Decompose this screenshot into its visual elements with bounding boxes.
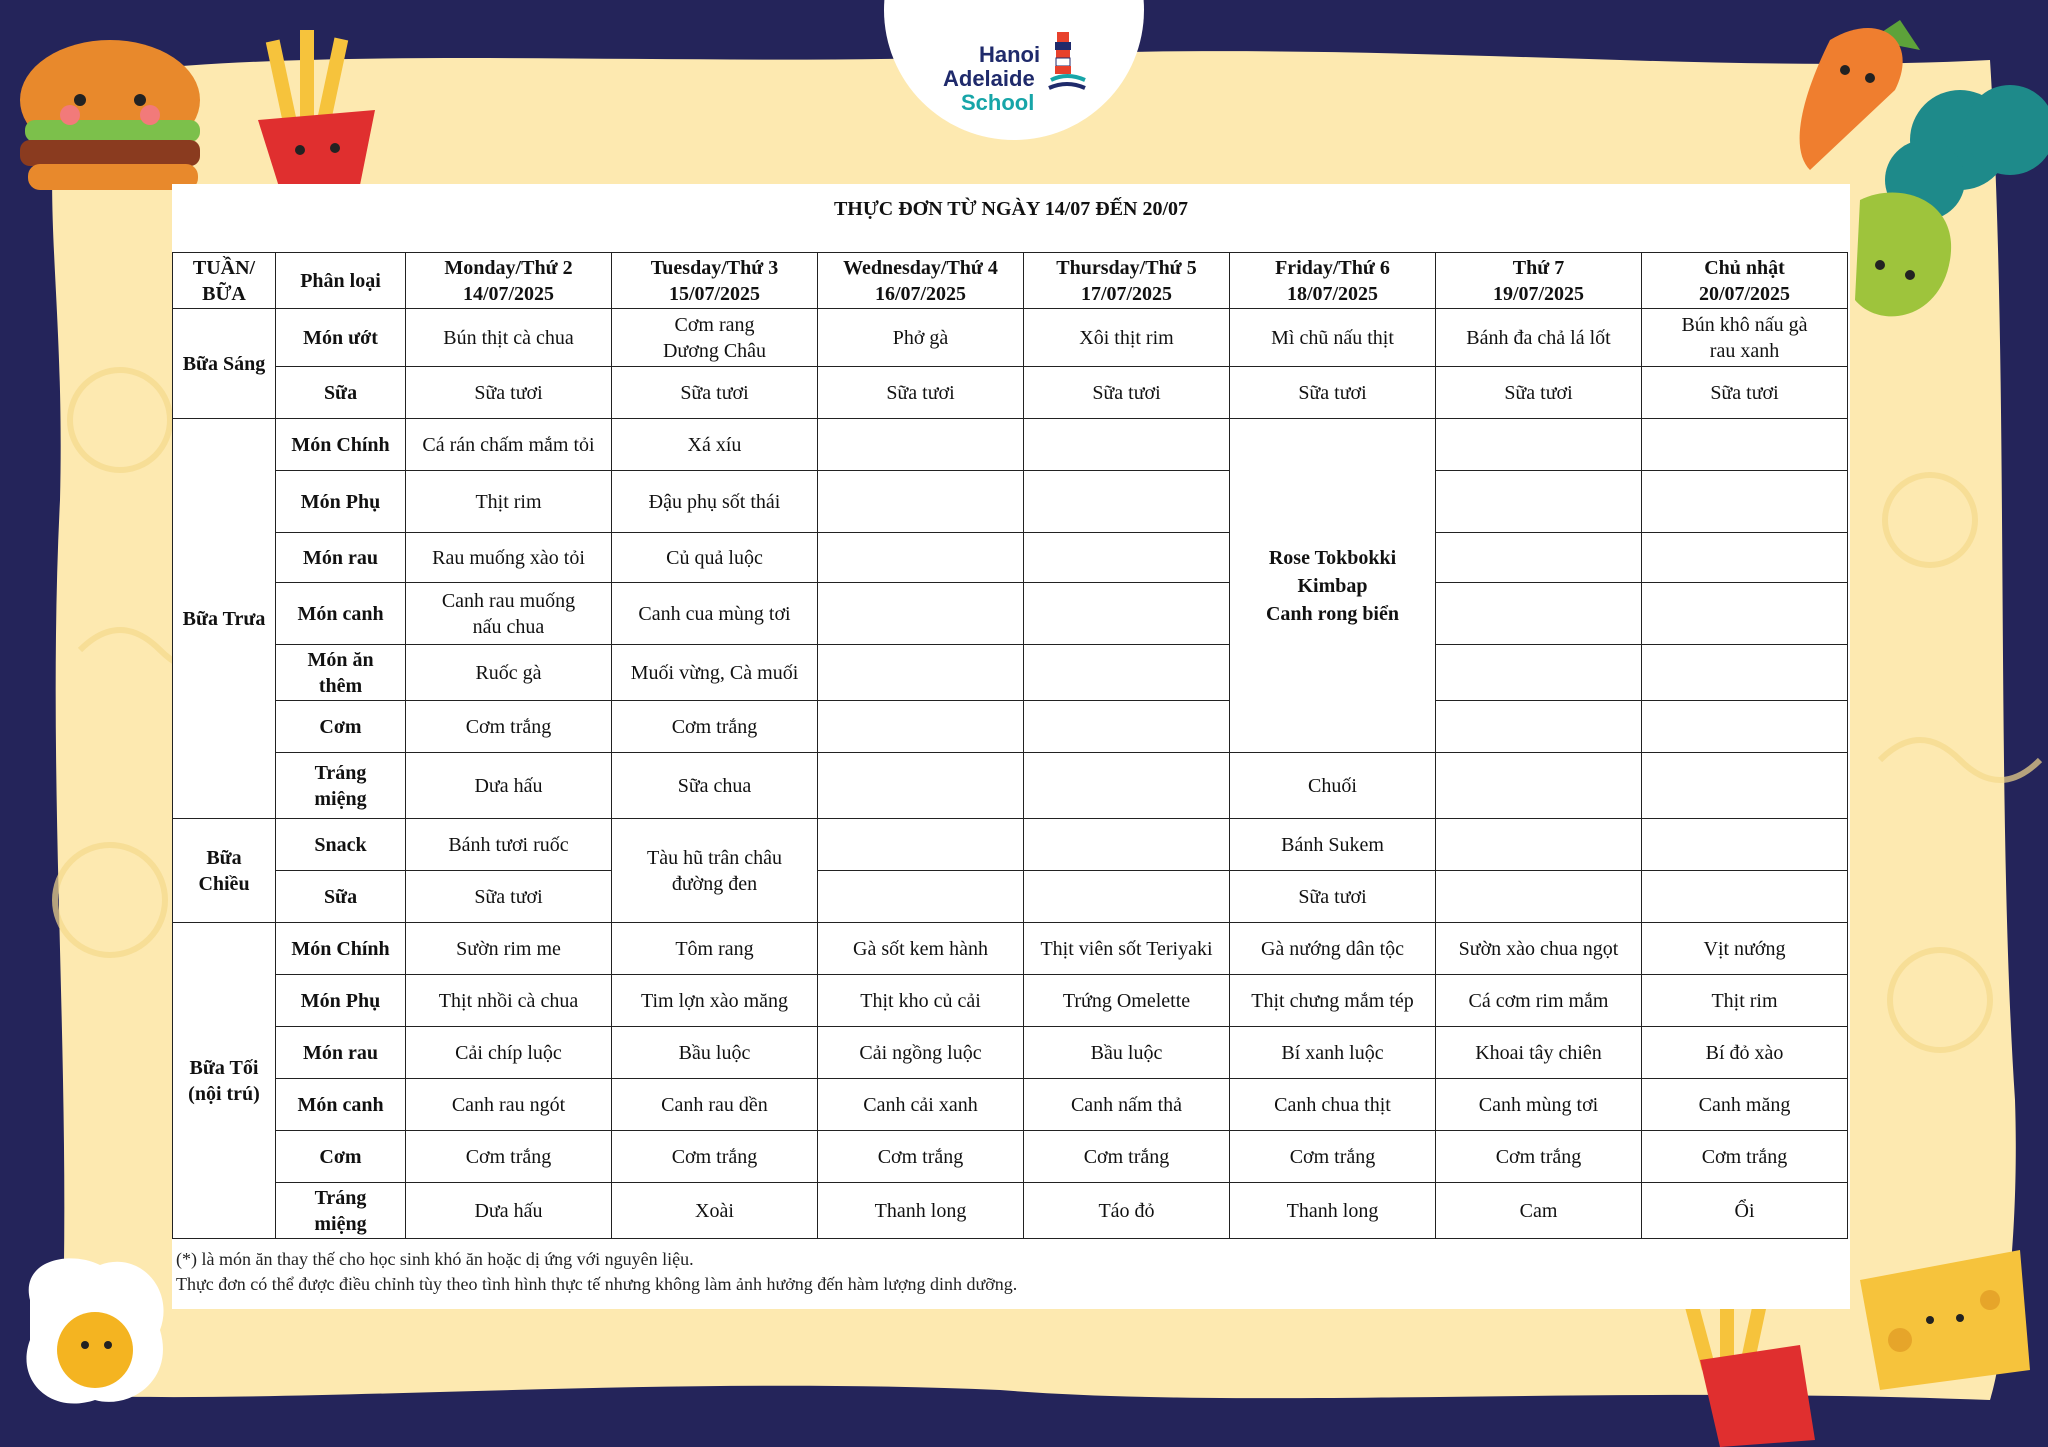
dish-cell-wed: Phở gà bbox=[818, 309, 1024, 367]
dish-cell-thu: Xôi thịt rim bbox=[1024, 309, 1230, 367]
meal-label-breakfast: Bữa Sáng bbox=[173, 309, 276, 419]
dish-cell-wed bbox=[818, 871, 1024, 923]
dish-line: Dương Châu bbox=[662, 339, 767, 362]
dish-cell-tue: Bầu luộc bbox=[612, 1027, 818, 1079]
dish-cell-fri: Canh chua thịt bbox=[1230, 1079, 1436, 1131]
dish-cell-mon: Canh rau ngót bbox=[406, 1079, 612, 1131]
breakfast-row bbox=[173, 309, 1848, 367]
dinner-row bbox=[173, 1183, 1848, 1239]
afternoon-row bbox=[173, 871, 1848, 923]
dish-cell-mon: Dưa hấu bbox=[406, 753, 612, 819]
header-day-sun: Chủ nhật 20/07/2025 bbox=[1642, 253, 1848, 309]
dish-cell-mon: Cơm trắng bbox=[406, 701, 612, 753]
dish-cell-wed bbox=[818, 819, 1024, 871]
dish-cell-sat bbox=[1436, 419, 1642, 471]
dish-cell-fri: Bí xanh luộc bbox=[1230, 1027, 1436, 1079]
dish-cell-tue bbox=[612, 309, 818, 367]
category-label bbox=[276, 1183, 406, 1239]
dish-cell-wed: Thịt kho củ cải bbox=[818, 975, 1024, 1027]
category-label: Món rau bbox=[276, 533, 406, 583]
category-label bbox=[276, 753, 406, 819]
dish-cell-wed bbox=[818, 701, 1024, 753]
dish-cell-sun bbox=[1642, 309, 1848, 367]
dish-cell-thu bbox=[1024, 871, 1230, 923]
category-label: Món Chính bbox=[276, 419, 406, 471]
header-day-fri: Friday/Thứ 6 18/07/2025 bbox=[1230, 253, 1436, 309]
dish-cell-thu bbox=[1024, 471, 1230, 533]
dish-cell-thu bbox=[1024, 533, 1230, 583]
dish-cell-tue: Sữa tươi bbox=[612, 367, 818, 419]
lighthouse-icon bbox=[1047, 28, 1087, 100]
meal-label-lunch: Bữa Trưa bbox=[173, 419, 276, 819]
dish-cell-fri: Bánh Sukem bbox=[1230, 819, 1436, 871]
dish-cell-mon: Cơm trắng bbox=[406, 1131, 612, 1183]
meal-label-dinner bbox=[173, 923, 276, 1239]
dish-cell-thu bbox=[1024, 419, 1230, 471]
dish-line: Canh rau muống bbox=[441, 589, 576, 612]
category-label: Cơm bbox=[276, 701, 406, 753]
dish-cell-mon: Ruốc gà bbox=[406, 645, 612, 701]
dish-cell-sat bbox=[1436, 701, 1642, 753]
dish-line: đường đen bbox=[671, 872, 758, 895]
school-name-line1: Hanoi bbox=[979, 42, 1041, 67]
lunch-row bbox=[173, 701, 1848, 753]
menu-sheet bbox=[172, 184, 1850, 1309]
dish-cell-thu: Sữa tươi bbox=[1024, 367, 1230, 419]
category-label: Cơm bbox=[276, 1131, 406, 1183]
dish-cell-thu: Bầu luộc bbox=[1024, 1027, 1230, 1079]
dinner-row bbox=[173, 975, 1848, 1027]
category-line: miệng bbox=[314, 787, 367, 810]
dish-cell-sun: Vịt nướng bbox=[1642, 923, 1848, 975]
lunch-row bbox=[173, 753, 1848, 819]
dish-cell-thu: Cơm trắng bbox=[1024, 1131, 1230, 1183]
dish-cell-tue: Tôm rang bbox=[612, 923, 818, 975]
dish-cell-sun bbox=[1642, 701, 1848, 753]
footnote-1: (*) là món ăn thay thế cho học sinh khó ăn hoặc dị ứng với nguyên liệu. bbox=[176, 1249, 694, 1269]
dish-cell-sat bbox=[1436, 583, 1642, 645]
dish-cell-mon: Dưa hấu bbox=[406, 1183, 612, 1239]
dish-cell-fri: Mì chũ nấu thịt bbox=[1230, 309, 1436, 367]
category-label: Sữa bbox=[276, 871, 406, 923]
dish-cell-thu bbox=[1024, 753, 1230, 819]
dish-cell-fri: Gà nướng dân tộc bbox=[1230, 923, 1436, 975]
dinner-row bbox=[173, 1027, 1848, 1079]
header-row bbox=[173, 253, 1848, 309]
dish-cell-fri: Sữa tươi bbox=[1230, 871, 1436, 923]
dish-cell-sun: Ổi bbox=[1642, 1183, 1848, 1239]
dinner-row bbox=[173, 1131, 1848, 1183]
header-day-sat: Thứ 7 19/07/2025 bbox=[1436, 253, 1642, 309]
dish-cell-wed bbox=[818, 471, 1024, 533]
lunch-row bbox=[173, 645, 1848, 701]
dish-cell-sun bbox=[1642, 819, 1848, 871]
dish-cell-sun bbox=[1642, 753, 1848, 819]
dish-cell-sat: Cơm trắng bbox=[1436, 1131, 1642, 1183]
header-category: Phân loại bbox=[276, 253, 406, 309]
dish-cell-thu: Canh nấm thả bbox=[1024, 1079, 1230, 1131]
dish-cell-sat: Cá cơm rim mắm bbox=[1436, 975, 1642, 1027]
dish-cell-wed: Sữa tươi bbox=[818, 367, 1024, 419]
dish-cell-sun: Bí đỏ xào bbox=[1642, 1027, 1848, 1079]
category-label: Món canh bbox=[276, 583, 406, 645]
dish-cell-tue: Củ quả luộc bbox=[612, 533, 818, 583]
category-label: Sữa bbox=[276, 367, 406, 419]
dish-cell-tue: Cơm trắng bbox=[612, 701, 818, 753]
afternoon-row bbox=[173, 819, 1848, 871]
dish-cell-wed: Cơm trắng bbox=[818, 1131, 1024, 1183]
meal-line: (nội trú) bbox=[188, 1082, 260, 1105]
dish-cell-thu bbox=[1024, 583, 1230, 645]
dish-line: Tàu hũ trân châu bbox=[647, 846, 782, 869]
dish-cell-sat bbox=[1436, 753, 1642, 819]
dish-cell-tue: Xoài bbox=[612, 1183, 818, 1239]
dish-cell-sat: Sữa tươi bbox=[1436, 367, 1642, 419]
dish-cell-sun bbox=[1642, 871, 1848, 923]
category-line: thêm bbox=[318, 674, 363, 697]
school-name-line2: Adelaide bbox=[943, 66, 1035, 91]
dish-cell-fri: Cơm trắng bbox=[1230, 1131, 1436, 1183]
dish-cell-tue: Cơm trắng bbox=[612, 1131, 818, 1183]
meal-line: Bữa Tối bbox=[189, 1056, 259, 1079]
dish-cell-tue: Tim lợn xào măng bbox=[612, 975, 818, 1027]
category-label bbox=[276, 645, 406, 701]
footnote-2: Thực đơn có thể được điều chỉnh tùy theo tình hình thực tế nhưng không làm ảnh hưởng đến hàm lượng dinh dưỡng. bbox=[176, 1274, 1018, 1294]
breakfast-row bbox=[173, 367, 1848, 419]
dish-cell-fri: Sữa tươi bbox=[1230, 367, 1436, 419]
dish-cell-thu bbox=[1024, 819, 1230, 871]
dish-cell-sun bbox=[1642, 645, 1848, 701]
dish-cell-tue: Canh cua mùng tơi bbox=[612, 583, 818, 645]
dish-line: nấu chua bbox=[472, 615, 545, 638]
dish-cell-thu bbox=[1024, 645, 1230, 701]
dish-cell-sat: Khoai tây chiên bbox=[1436, 1027, 1642, 1079]
lunch-row bbox=[173, 583, 1848, 645]
lunch-row bbox=[173, 533, 1848, 583]
dish-cell-mon: Thịt nhồi cà chua bbox=[406, 975, 612, 1027]
category-label: Món canh bbox=[276, 1079, 406, 1131]
dish-cell-tue: Canh rau dền bbox=[612, 1079, 818, 1131]
dish-cell-thu: Táo đỏ bbox=[1024, 1183, 1230, 1239]
dish-cell-sun: Sữa tươi bbox=[1642, 367, 1848, 419]
header-day-wed: Wednesday/Thứ 4 16/07/2025 bbox=[818, 253, 1024, 309]
dish-cell-mon: Rau muống xào tỏi bbox=[406, 533, 612, 583]
dish-cell-sun bbox=[1642, 533, 1848, 583]
dish-cell-sat bbox=[1436, 819, 1642, 871]
category-label: Món ướt bbox=[276, 309, 406, 367]
dish-cell-mon: Cá rán chấm mắm tỏi bbox=[406, 419, 612, 471]
lunch-row bbox=[173, 471, 1848, 533]
dish-cell-sat: Bánh đa chả lá lốt bbox=[1436, 309, 1642, 367]
dish-cell-mon: Sữa tươi bbox=[406, 871, 612, 923]
dinner-row bbox=[173, 1079, 1848, 1131]
dish-cell-mon: Sữa tươi bbox=[406, 367, 612, 419]
dish-cell-fri: Chuối bbox=[1230, 753, 1436, 819]
dish-cell-fri: Thịt chưng mắm tép bbox=[1230, 975, 1436, 1027]
dish-cell-sat: Cam bbox=[1436, 1183, 1642, 1239]
dish-line: rau xanh bbox=[1709, 339, 1780, 362]
dish-cell-wed: Thanh long bbox=[818, 1183, 1024, 1239]
menu-table bbox=[172, 252, 1848, 1239]
meal-line: Chiều bbox=[198, 872, 250, 895]
header-day-tue: Tuesday/Thứ 3 15/07/2025 bbox=[612, 253, 818, 309]
category-label: Món Phụ bbox=[276, 975, 406, 1027]
dish-cell-sat bbox=[1436, 645, 1642, 701]
dish-cell-sun bbox=[1642, 583, 1848, 645]
dish-cell-mon bbox=[406, 583, 612, 645]
dish-cell-wed bbox=[818, 533, 1024, 583]
header-day-mon: Monday/Thứ 2 14/07/2025 bbox=[406, 253, 612, 309]
category-line: miệng bbox=[314, 1212, 367, 1235]
dish-cell-sat bbox=[1436, 871, 1642, 923]
dish-cell-thu: Trứng Omelette bbox=[1024, 975, 1230, 1027]
dish-cell-wed: Canh cải xanh bbox=[818, 1079, 1024, 1131]
dish-cell-mon: Bánh tươi ruốc bbox=[406, 819, 612, 871]
dish-cell-mon: Bún thịt cà chua bbox=[406, 309, 612, 367]
meal-label-afternoon bbox=[173, 819, 276, 923]
dish-cell-tue: Đậu phụ sốt thái bbox=[612, 471, 818, 533]
dish-cell-mon: Thịt rim bbox=[406, 471, 612, 533]
dish-cell-wed bbox=[818, 419, 1024, 471]
dish-cell-sun bbox=[1642, 419, 1848, 471]
friday-special-line: Rose Tokbokki bbox=[1268, 546, 1397, 569]
category-line: Tráng bbox=[314, 761, 367, 784]
dish-cell-sat: Canh mùng tơi bbox=[1436, 1079, 1642, 1131]
friday-special-line: Canh rong biển bbox=[1265, 602, 1399, 625]
dish-cell-tue: Muối vừng, Cà muối bbox=[612, 645, 818, 701]
dish-cell-wed: Gà sốt kem hành bbox=[818, 923, 1024, 975]
friday-special-cell bbox=[1230, 419, 1436, 753]
dish-cell-fri: Thanh long bbox=[1230, 1183, 1436, 1239]
burger-icon bbox=[20, 40, 200, 190]
dish-cell-tue: Sữa chua bbox=[612, 753, 818, 819]
dish-cell-mon: Sườn rim me bbox=[406, 923, 612, 975]
dish-line: Bún khô nấu gà bbox=[1681, 313, 1808, 336]
dish-cell-wed bbox=[818, 753, 1024, 819]
dish-cell-wed bbox=[818, 645, 1024, 701]
dinner-row bbox=[173, 923, 1848, 975]
dish-cell-tue: Xá xíu bbox=[612, 419, 818, 471]
dish-cell-mon: Cải chíp luộc bbox=[406, 1027, 612, 1079]
category-line: Tráng bbox=[314, 1186, 367, 1209]
dish-cell-thu bbox=[1024, 701, 1230, 753]
school-name-line3: School bbox=[961, 90, 1035, 115]
dish-cell-sun bbox=[1642, 471, 1848, 533]
school-logo bbox=[943, 28, 1093, 118]
menu-body bbox=[173, 253, 1848, 1239]
footnotes bbox=[176, 1247, 1017, 1297]
header-week-meal: TUẦN/ BỮA bbox=[173, 253, 276, 309]
meal-line: Bữa bbox=[206, 846, 242, 869]
dish-cell-sun: Thịt rim bbox=[1642, 975, 1848, 1027]
egg-icon bbox=[26, 1258, 163, 1403]
header-day-thu: Thursday/Thứ 5 17/07/2025 bbox=[1024, 253, 1230, 309]
dish-cell-sat bbox=[1436, 533, 1642, 583]
friday-special-line: Kimbap bbox=[1297, 574, 1368, 597]
category-label: Snack bbox=[276, 819, 406, 871]
category-label: Món rau bbox=[276, 1027, 406, 1079]
dish-cell-tue-merged bbox=[612, 819, 818, 923]
dish-line: Cơm rang bbox=[674, 313, 755, 336]
category-label: Món Chính bbox=[276, 923, 406, 975]
dish-cell-sun: Cơm trắng bbox=[1642, 1131, 1848, 1183]
dish-cell-wed: Cải ngồng luộc bbox=[818, 1027, 1024, 1079]
dish-cell-thu: Thịt viên sốt Teriyaki bbox=[1024, 923, 1230, 975]
lunch-row bbox=[173, 419, 1848, 471]
category-label: Món Phụ bbox=[276, 471, 406, 533]
dish-cell-sun: Canh măng bbox=[1642, 1079, 1848, 1131]
dish-cell-sat: Sườn xào chua ngọt bbox=[1436, 923, 1642, 975]
dish-cell-sat bbox=[1436, 471, 1642, 533]
dish-cell-wed bbox=[818, 583, 1024, 645]
category-line: Món ăn bbox=[307, 648, 374, 671]
menu-title: THỰC ĐƠN TỪ NGÀY 14/07 ĐẾN 20/07 bbox=[833, 198, 1189, 220]
